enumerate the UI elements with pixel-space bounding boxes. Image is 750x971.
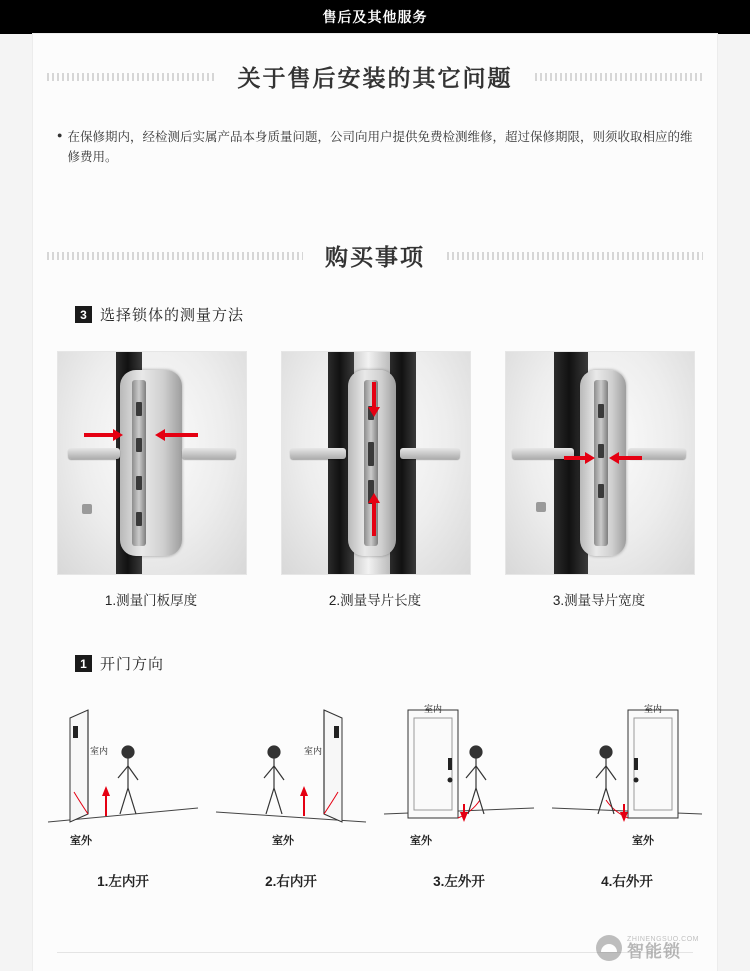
- lock-plate: [132, 380, 146, 546]
- outside-label: 室外: [410, 835, 432, 847]
- door-direction-item-3: [380, 696, 538, 890]
- lock-slot: [598, 404, 604, 418]
- measure-arrow-up: [372, 502, 376, 536]
- inside-label: 室内: [90, 746, 109, 756]
- lock-slot: [368, 442, 374, 466]
- door-direction-row: [33, 696, 717, 890]
- outside-label: 室外: [70, 835, 92, 847]
- door-figure-1: [44, 696, 202, 856]
- watermark-logo-icon: [596, 935, 622, 961]
- photo-caption: 1.测量门板厚度: [104, 593, 198, 608]
- watermark: [596, 935, 699, 961]
- watermark-subtext: ZHINENGSUO.COM: [627, 936, 699, 943]
- top-title-text: 售后及其他服务: [322, 9, 428, 25]
- outside-label: 室外: [272, 835, 294, 847]
- door-figure-2: [212, 696, 370, 856]
- section-heading-after-sales: [33, 60, 717, 93]
- lock-slot: [136, 402, 142, 416]
- after-sales-bullet: [57, 127, 693, 167]
- door-diagram-svg: [548, 696, 706, 856]
- inside-label: 室内: [304, 746, 323, 756]
- step-number-badge: 1: [75, 655, 92, 672]
- door-caption: 4.右外开: [601, 874, 653, 889]
- spacer: [33, 167, 717, 213]
- step-measure-method: [75, 272, 717, 325]
- lock-body: [120, 370, 182, 556]
- inside-label: 室内: [424, 704, 443, 714]
- section-title-purchase: 购买事项: [325, 244, 425, 270]
- lock-plate: [594, 380, 608, 546]
- door-direction-item-4: [548, 696, 706, 890]
- outside-label: 室外: [632, 835, 654, 847]
- door-knob: [536, 502, 546, 512]
- door-diagram-svg: [44, 696, 202, 856]
- heading-rule-right: [535, 73, 704, 81]
- door-caption: 2.右内开: [265, 874, 317, 889]
- door-figure-4: [548, 696, 706, 856]
- lock-photo-2: [281, 351, 471, 575]
- measure-arrow-left: [164, 433, 198, 437]
- door-figure-3: [380, 696, 538, 856]
- lock-slot: [598, 444, 604, 458]
- lock-handle-right: [400, 448, 460, 459]
- top-title-bar: [0, 0, 750, 34]
- door-caption: 1.左内开: [97, 874, 149, 889]
- measure-arrow-left: [618, 456, 642, 460]
- bullet-dot-icon: ●: [57, 130, 63, 140]
- step-number-badge: 3: [75, 306, 92, 323]
- inside-label: 室内: [644, 704, 663, 714]
- lock-handle-left: [290, 448, 346, 459]
- lock-slot: [136, 512, 142, 526]
- measure-photo-item-3: [505, 351, 693, 609]
- section-heading-purchase: [33, 239, 717, 272]
- measure-arrow-down: [372, 382, 376, 408]
- heading-rule-right-2: [447, 252, 703, 260]
- heading-rule-left: [47, 73, 216, 81]
- door-direction-item-2: [212, 696, 370, 890]
- photo-caption: 3.测量导片宽度: [552, 593, 646, 608]
- watermark-text: 智能锁: [627, 942, 682, 961]
- step-label: 开门方向: [100, 656, 165, 673]
- lock-handle-right: [182, 448, 236, 459]
- lock-slot: [136, 476, 142, 490]
- step-label: 选择锁体的测量方法: [100, 307, 245, 324]
- measure-photo-item-1: [57, 351, 245, 609]
- step-door-direction: [75, 609, 717, 674]
- lock-slot: [136, 438, 142, 452]
- photo-caption: 2.测量导片长度: [328, 593, 422, 608]
- door-caption: 3.左外开: [433, 874, 485, 889]
- after-sales-bullet-text: 在保修期内，经检测后实属产品本身质量问题，公司向用户提供免费检测维修，超过保修期限，则须收取相应的维修费用。: [67, 130, 693, 164]
- lock-photo-1: [57, 351, 247, 575]
- door-knob: [82, 504, 92, 514]
- door-direction-item-1: [44, 696, 202, 890]
- lock-photo-3: [505, 351, 695, 575]
- lock-slot: [598, 484, 604, 498]
- heading-rule-left-2: [47, 252, 303, 260]
- measure-photo-row: [33, 351, 717, 609]
- section-title-after-sales: 关于售后安装的其它问题: [237, 65, 513, 91]
- measure-arrow-right: [84, 433, 114, 437]
- measure-photo-item-2: [281, 351, 469, 609]
- door-diagram-svg: [380, 696, 538, 856]
- lock-handle-left: [68, 448, 120, 459]
- measure-arrow-right: [564, 456, 586, 460]
- content-panel: [33, 34, 717, 971]
